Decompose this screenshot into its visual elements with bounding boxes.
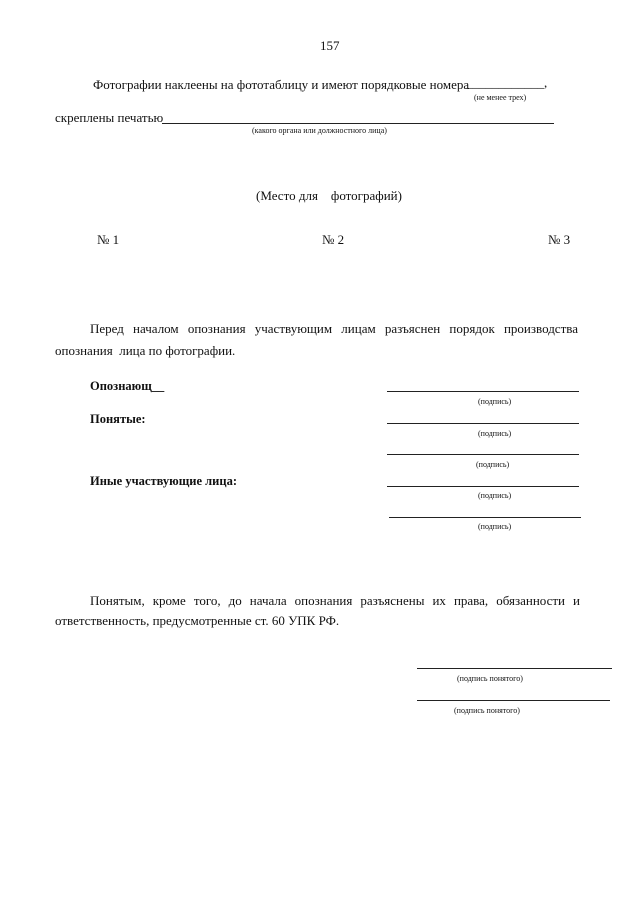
- photo-slot-3: № 3: [548, 232, 571, 247]
- witness-signature-hint-1: (подпись понятого): [457, 674, 523, 683]
- rights-paragraph-line-1: Понятым, кроме того, до начала опознания разъяснены их права, обязанности и: [90, 593, 580, 608]
- rights-paragraph-line-2: ответственность, предусмотренные ст. 60 УПК РФ.: [55, 613, 340, 628]
- sealed-label: скреплены печатью: [55, 110, 164, 125]
- witnesses-label: Понятые:: [90, 412, 146, 426]
- other-2-signature-line: [389, 517, 581, 518]
- identifier-signature-line: [387, 391, 579, 392]
- intro-paragraph-line-2: опознания лица по фотографии.: [55, 343, 236, 358]
- other-2-signature-hint: (подпись): [478, 522, 512, 531]
- other-1-signature-line: [387, 486, 579, 487]
- sealed-hint: (какого органа или должностного лица): [252, 126, 387, 135]
- other-1-signature-hint: (подпись): [478, 491, 512, 500]
- witness-signature-line-2: [417, 700, 610, 701]
- witness-1-signature-line: [387, 423, 579, 424]
- witness-signature-hint-2: (подпись понятого): [454, 706, 520, 715]
- page-number: 157: [320, 38, 340, 53]
- identifier-signature-hint: (подпись): [478, 397, 512, 406]
- witness-2-signature-line: [387, 454, 579, 455]
- photos-number-blank: ____________,: [466, 75, 548, 90]
- sealed-blank-line: [162, 123, 554, 124]
- photo-slot-1: № 1: [97, 232, 120, 247]
- photos-number-hint: (не менее трех): [474, 93, 527, 102]
- photos-statement: Фотографии наклеены на фототаблицу и имеют порядковые номера: [93, 77, 470, 92]
- witness-2-signature-hint: (подпись): [476, 460, 510, 469]
- witness-1-signature-hint: (подпись): [478, 429, 512, 438]
- photo-slot-2: № 2: [322, 232, 345, 247]
- identifier-label: Опознающ__: [90, 379, 165, 393]
- witness-signature-line-1: [417, 668, 612, 669]
- intro-paragraph-line-1: Перед началом опознания участвующим лицам разъяснен порядок производства: [90, 321, 578, 336]
- others-label: Иные участвующие лица:: [90, 474, 237, 488]
- photo-place-title: (Место для фотографий): [256, 188, 402, 203]
